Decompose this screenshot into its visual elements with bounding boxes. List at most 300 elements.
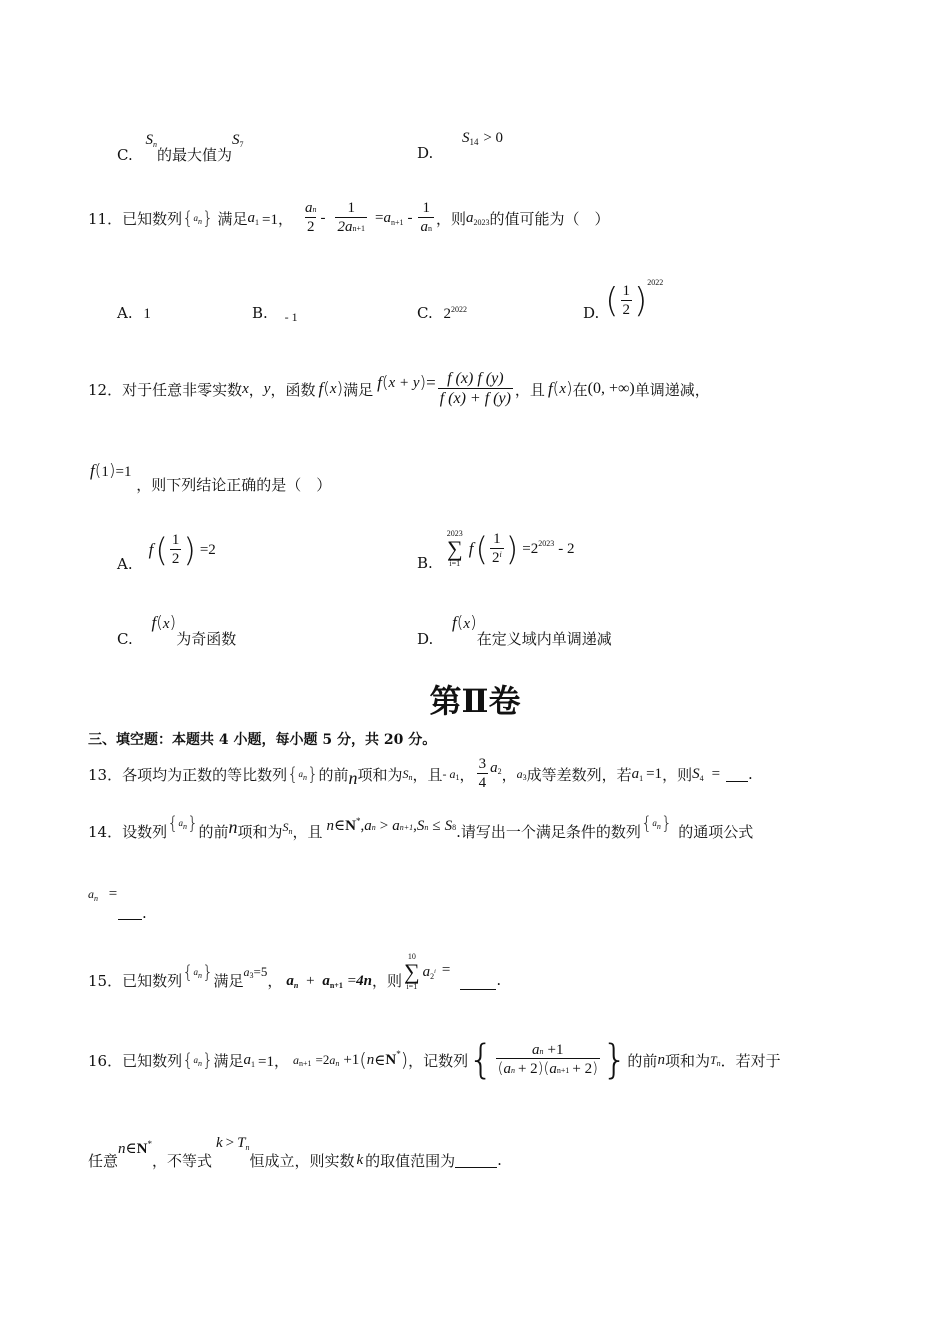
text: .	[496, 971, 502, 989]
text: ，	[248, 380, 264, 399]
frac-num: 1	[493, 531, 501, 548]
text: ，且	[292, 822, 323, 841]
question-number: 16．已知数列	[88, 1051, 183, 1070]
q12-option-a	[117, 528, 216, 572]
q12-option-b	[417, 524, 574, 574]
math-sub: n	[716, 1058, 721, 1068]
text: .	[748, 765, 753, 783]
text: 恒成立，则实数	[249, 1151, 355, 1170]
q11-option-d	[583, 278, 663, 324]
math-interval: (0, +∞)	[587, 380, 635, 397]
frac-num: 3	[478, 756, 487, 773]
paren: )	[169, 613, 177, 633]
paren: )	[336, 379, 344, 399]
math-gt: >	[379, 817, 389, 834]
question-11	[88, 188, 610, 248]
brace-right: }	[187, 812, 199, 834]
math-x: x	[329, 380, 337, 397]
paren: (	[381, 373, 389, 393]
q11-option-a	[117, 304, 151, 323]
frac-den: 2a	[337, 218, 353, 235]
sigma-top: 2023	[446, 529, 463, 538]
question-12-line2	[90, 460, 331, 500]
math-a: a	[286, 972, 294, 989]
frac-num-a: a	[532, 1041, 540, 1058]
q12-option-d	[417, 612, 612, 648]
math-sub: n	[656, 821, 661, 831]
math-gt: > 0	[483, 130, 504, 146]
paren: (	[552, 379, 560, 399]
option-text: 在定义域内单调递减	[476, 630, 612, 648]
text: ，且	[412, 765, 443, 784]
text: 单调递减，	[634, 380, 710, 399]
text: 任意	[88, 1151, 119, 1170]
sigma-bottom: i=1	[449, 559, 461, 568]
math-plus: +	[306, 972, 315, 989]
math-S: S	[416, 817, 425, 834]
option-value: - 1	[284, 310, 298, 324]
math-x: x	[162, 616, 170, 632]
paren: )	[565, 379, 573, 399]
text: .	[142, 904, 147, 922]
math-f: f	[377, 373, 382, 392]
math-a: a	[193, 1055, 199, 1065]
text: 满足	[217, 209, 248, 228]
math-a: a	[322, 972, 330, 989]
text: 的前	[627, 1051, 658, 1070]
paren-left: (	[605, 281, 619, 321]
math-T: T	[237, 1134, 246, 1151]
option-letter: A.	[117, 304, 133, 322]
question-14-answer	[88, 884, 117, 903]
q10-option-c	[117, 128, 244, 164]
frac-den: 2	[622, 301, 631, 318]
math-in: ∈	[334, 817, 346, 834]
text: ．若对于	[720, 1051, 781, 1070]
math-eq: =1	[646, 765, 663, 782]
option-exp: 2022	[647, 278, 664, 287]
q11-option-b	[252, 304, 298, 322]
math-eq: =	[347, 972, 357, 989]
sigma-block	[404, 953, 420, 991]
answer-blank[interactable]	[460, 975, 496, 990]
text: ，记数列	[408, 1051, 469, 1070]
text: 的通项公式	[678, 822, 754, 841]
math-x: x	[463, 616, 471, 632]
math-neg-a1: - a	[442, 766, 456, 781]
math-a: a	[193, 213, 199, 223]
option-letter: C.	[117, 146, 133, 164]
math-xy: x + y	[388, 374, 420, 391]
math-sub: 3	[522, 772, 527, 782]
paren: (	[456, 613, 464, 633]
text: ，	[459, 765, 475, 784]
option-letter: B.	[417, 554, 433, 572]
text: ，	[501, 765, 517, 784]
frac-den-sub: n+1	[352, 223, 365, 233]
paren-left: (	[475, 530, 489, 568]
math-sub: n	[198, 970, 203, 980]
math-minus: -	[320, 209, 326, 226]
question-number: 13．各项均为正数的等比数列	[88, 765, 288, 784]
question-13	[88, 750, 753, 798]
option-exp: 2022	[451, 305, 467, 314]
text: 项和为	[357, 765, 403, 784]
fraction	[490, 531, 504, 567]
option-text: 为奇函数	[176, 630, 237, 648]
math-sub: 3	[249, 970, 254, 980]
frac-den-sub: n	[427, 223, 432, 233]
q11-option-c	[417, 304, 467, 323]
condition	[118, 1139, 152, 1158]
frac-num: a	[304, 200, 313, 217]
text: 的取值范围为	[365, 1151, 456, 1170]
text: .请写出一个满足条件的数列	[456, 822, 641, 841]
math-a: a	[516, 766, 523, 781]
math-N: N	[136, 1140, 148, 1157]
math-sub: 1	[639, 773, 644, 783]
question-number: 15．已知数列	[88, 971, 183, 990]
math-sub: n	[198, 216, 203, 226]
frac-num-sub: n	[312, 205, 317, 215]
math-n: n	[326, 817, 335, 834]
math-a: a	[298, 769, 304, 779]
option-base: 2	[443, 306, 451, 322]
sigma-top: 10	[407, 952, 416, 961]
option-letter: D.	[417, 144, 434, 162]
text: 的前	[318, 765, 349, 784]
math-eq: =1，	[262, 211, 293, 228]
math-k: k	[215, 1134, 223, 1151]
math-sub: 2023	[473, 217, 490, 227]
text: 的值可能为（ ）	[489, 209, 610, 228]
math-eq: =	[426, 373, 436, 392]
question-16	[88, 1032, 781, 1088]
math-a: a	[243, 1051, 252, 1068]
brace-left: {	[287, 763, 299, 785]
math-a: a	[392, 817, 400, 834]
text: 在	[572, 380, 588, 399]
question-12	[88, 360, 710, 418]
math-sub: n+1	[390, 217, 404, 227]
math-a: a	[88, 887, 94, 901]
math-f: f	[547, 379, 553, 398]
math-tail: - 2	[558, 540, 575, 557]
math-S: S	[462, 130, 470, 146]
math-x: x	[559, 380, 566, 397]
math-in: ∈	[374, 1052, 386, 1069]
math-sub: n	[94, 894, 98, 903]
question-number: 11．已知数列	[88, 209, 183, 228]
section-heading: 三、填空题：本题共 4 小题，每小题 5 分，共 20 分。	[88, 732, 437, 748]
math-a: a	[652, 818, 657, 828]
paren: )	[419, 373, 427, 393]
math-N: N	[345, 817, 356, 834]
frac-den: 2	[171, 550, 180, 567]
math-a: a	[490, 759, 498, 776]
question-14	[88, 810, 753, 852]
option-value: 1	[143, 306, 151, 322]
frac-den-a: a	[503, 1061, 511, 1078]
paren: (	[323, 379, 330, 399]
frac-den: 2	[492, 549, 500, 566]
frac-den-sub2: n+1	[556, 1066, 570, 1076]
text: 满足	[213, 971, 244, 990]
option-letter: D.	[417, 630, 434, 648]
recurrence	[286, 971, 372, 990]
answer-blank[interactable]	[118, 905, 142, 920]
frac-num: 1	[622, 283, 631, 300]
math-eq: =5	[253, 964, 268, 979]
math-sub: 8	[452, 822, 457, 832]
q10-option-d	[417, 128, 504, 162]
text: 满足	[213, 1051, 244, 1070]
frac-den: 4	[478, 774, 487, 791]
math-exp: 2023	[538, 538, 555, 548]
math-eq: =	[375, 209, 384, 226]
fraction	[303, 200, 319, 236]
sigma-symbol: ∑	[446, 536, 463, 561]
frac-den-tail: + 2	[572, 1061, 593, 1078]
frac-num-tail: +1	[547, 1041, 564, 1058]
option-letter: C.	[417, 304, 433, 322]
math-S: S	[145, 132, 153, 148]
math-a: a	[292, 1052, 299, 1067]
math-n: n	[348, 767, 358, 788]
part-title: 第Ⅱ卷	[429, 682, 521, 720]
paren-right: )	[400, 1049, 409, 1071]
frac-den-mid: + 2	[517, 1061, 538, 1078]
math-sub: n+1	[399, 822, 414, 832]
brace-right: }	[601, 1037, 628, 1083]
question-15	[88, 944, 501, 1000]
paren-right: )	[505, 530, 519, 568]
math-sub: n	[335, 1058, 340, 1068]
frac-num: 1	[171, 532, 180, 549]
math-sub: 4	[699, 773, 704, 783]
text: 的前	[198, 822, 229, 841]
text: 项和为	[664, 1051, 710, 1070]
brace-left: {	[468, 1037, 494, 1083]
fraction	[418, 200, 434, 236]
fraction	[438, 370, 513, 408]
math-eq: =	[441, 961, 451, 978]
paren: (	[156, 613, 163, 633]
fraction: $\frac{an +1}{(an + 2)(an+1 + 2)}$	[497, 1041, 598, 1078]
math-sub: 2	[430, 971, 435, 981]
paren: )	[470, 613, 477, 633]
text: 满足	[343, 380, 374, 399]
text: 成等差数列，若	[526, 765, 632, 784]
option-letter: D.	[583, 304, 600, 322]
text: ，则	[662, 765, 693, 784]
math-a: a	[243, 964, 250, 979]
condition	[327, 816, 457, 835]
frac-den: a	[420, 218, 428, 235]
frac-den-sub: n	[510, 1066, 515, 1076]
math-minus: -	[407, 209, 413, 226]
paren-left: (	[155, 531, 168, 569]
option-text: 的最大值为	[157, 146, 233, 164]
math-sub: n	[198, 1058, 203, 1068]
math-eq: =2	[522, 540, 539, 557]
math-sub: n	[293, 980, 299, 990]
brace-right: }	[307, 763, 319, 785]
math-sub: n	[183, 821, 188, 831]
frac-den: 2	[306, 218, 315, 235]
math-k: k	[356, 1151, 364, 1168]
math-n: n	[657, 1051, 665, 1068]
fraction	[170, 532, 182, 568]
brace-right: }	[202, 961, 214, 983]
brace-left: {	[182, 961, 194, 983]
math-a: a	[466, 209, 474, 226]
math-arg: 1	[101, 464, 109, 480]
math-eq: =	[711, 765, 721, 782]
frac-num-sub: n	[539, 1046, 544, 1056]
inequality	[216, 1133, 249, 1152]
math-sub: n+1	[329, 980, 343, 990]
paren-right: )	[183, 531, 196, 569]
math-a: a	[329, 1052, 336, 1067]
math-eq: =2	[199, 541, 216, 558]
question-16-line2	[88, 1132, 502, 1172]
math-a: a	[364, 817, 372, 834]
brace-left: {	[182, 1049, 194, 1071]
math-star: *	[356, 815, 361, 826]
brace-left: {	[167, 812, 179, 834]
math-sub: n	[245, 1142, 250, 1152]
math-le: ≤	[432, 817, 441, 834]
math-n: n	[118, 1140, 126, 1157]
math-sub: 14	[469, 137, 479, 147]
text: .	[497, 1151, 502, 1169]
math-y: y	[263, 380, 271, 397]
question-number: 14．设数列	[88, 822, 168, 841]
math-S: S	[282, 819, 289, 834]
math-eq: =	[108, 886, 118, 902]
text: ，则	[435, 209, 466, 228]
option-letter: C.	[117, 630, 133, 648]
math-f: f	[452, 613, 457, 632]
brace-left: {	[640, 812, 653, 834]
text: ，函数	[270, 380, 316, 399]
math-gt: >	[225, 1134, 235, 1151]
frac-num: f (x) f (y)	[447, 370, 504, 388]
math-plus: +1	[343, 1051, 360, 1068]
math-eq: =1，	[258, 1053, 289, 1070]
paren-right: )	[634, 281, 648, 321]
math-f: f	[151, 613, 157, 632]
math-a1: a	[247, 209, 256, 226]
question-number: 12．对于任意非零实数	[88, 380, 243, 399]
math-a: a	[383, 209, 391, 226]
math-n: n	[366, 1051, 375, 1068]
fraction	[621, 283, 633, 319]
brace-right: }	[660, 812, 673, 834]
frac-num: 1	[347, 200, 355, 217]
fraction	[477, 756, 489, 792]
math-f: f	[468, 539, 474, 558]
math-sub: n	[303, 772, 308, 782]
math-S: S	[444, 817, 453, 834]
math-star: *	[396, 1049, 401, 1059]
fraction	[335, 200, 367, 236]
math-sub: n	[408, 772, 413, 782]
sigma-symbol: ∑	[403, 959, 420, 984]
text: ，不等式	[151, 1151, 212, 1170]
frac-den-a2: a	[549, 1061, 557, 1078]
text: ，	[267, 971, 283, 990]
math-sub: n	[153, 140, 157, 149]
sigma-block	[447, 530, 463, 568]
math-a: a	[193, 967, 199, 977]
paren: (	[94, 461, 102, 481]
text: ，且	[514, 380, 545, 399]
brace-right: }	[202, 1049, 214, 1071]
math-sub: n	[424, 822, 429, 832]
math-sub: 7	[239, 140, 244, 149]
math-sub: n	[371, 822, 376, 832]
question-14-blank-line	[118, 904, 147, 922]
frac-den: f (x) + f (y)	[439, 389, 511, 407]
math-T: T	[709, 1052, 717, 1067]
math-S: S	[402, 766, 409, 781]
option-letter: A.	[117, 555, 133, 573]
math-f: f	[148, 540, 154, 559]
option-letter: B.	[252, 304, 268, 322]
math-a: a	[178, 818, 184, 828]
math-a: a	[631, 765, 640, 782]
math-sub: n	[288, 826, 293, 836]
math-f: f	[90, 461, 95, 480]
paren: )	[108, 461, 116, 481]
math-eq: =2	[315, 1052, 330, 1067]
text: ，则下列结论正确的是（ ）	[136, 476, 332, 494]
math-star: *	[147, 1138, 152, 1149]
q12-option-c	[117, 612, 237, 648]
math-sub: 2	[497, 766, 502, 776]
math-S: S	[692, 765, 700, 782]
paren-left: (	[359, 1049, 367, 1071]
math-comma: ,	[360, 817, 365, 834]
brace-left: {	[182, 207, 194, 229]
math-sub: 1	[455, 772, 460, 782]
math-sub: n+1	[298, 1058, 312, 1068]
math-in: ∈	[125, 1140, 137, 1157]
frac-den-exp: i	[499, 549, 502, 559]
answer-blank[interactable]	[455, 1153, 497, 1168]
math-subsup: i	[434, 969, 436, 975]
math-a: a	[422, 963, 431, 980]
math-4n: 4n	[356, 972, 372, 989]
math-eq: =1	[115, 464, 132, 480]
text: ，则	[371, 971, 402, 990]
brace-right: }	[202, 207, 214, 229]
sigma-bottom: i=1	[406, 982, 418, 991]
math-sub: 1	[251, 1059, 256, 1069]
answer-blank[interactable]	[726, 767, 748, 782]
math-S: S	[232, 132, 240, 148]
math-sub: 1	[255, 217, 260, 227]
math-N: N	[385, 1051, 397, 1068]
math-comma: ,	[413, 817, 417, 834]
math-x: x	[242, 380, 249, 397]
math-n: n	[228, 816, 238, 837]
frac-num: 1	[422, 200, 430, 217]
text: 项和为	[237, 822, 283, 841]
math-f: f	[318, 379, 324, 398]
